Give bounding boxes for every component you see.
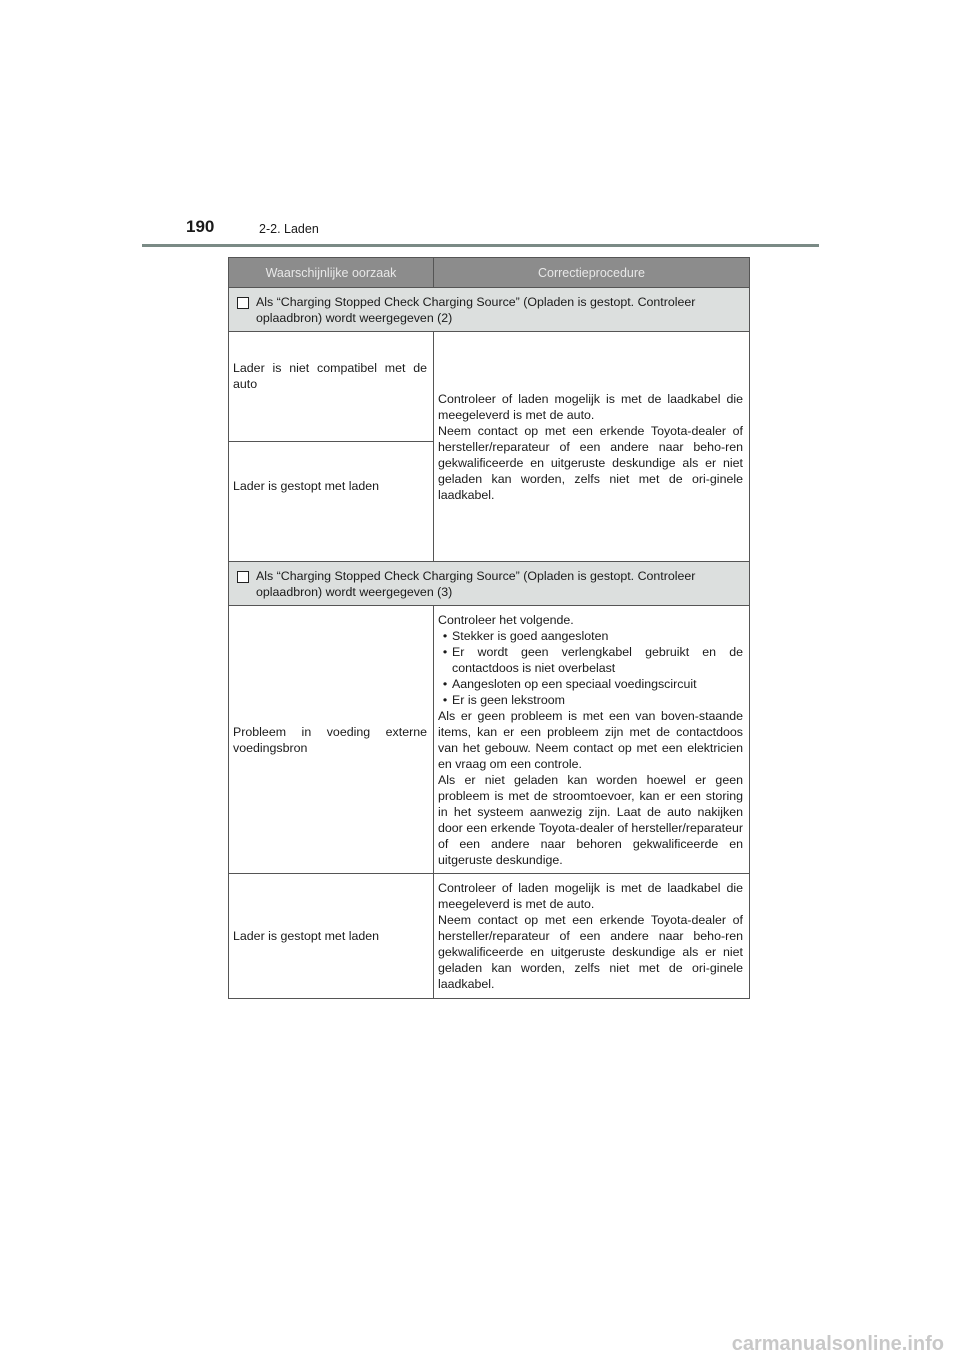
cause-cell: Lader is gestopt met laden	[229, 442, 434, 562]
fix-cell	[434, 606, 750, 874]
section-title: 2-2. Laden	[259, 222, 319, 236]
condition-text: Als “Charging Stopped Check Charging Source” (Opladen is gestopt. Controleer oplaadbron) wordt weergegeven (2)	[256, 295, 696, 325]
fix-cell: Controleer of laden mogelijk is met de laadkabel die meegeleverd is met de auto. Neem contact op met een erkende Toyota-dealer of hersteller/reparateur of een andere naar beho-ren gekwalificeerde en uitgeruste deskundige als er niet geladen kan worden, zelfs niet met de ori-ginele laadkabel.	[434, 874, 750, 999]
troubleshooting-table	[228, 257, 750, 999]
checkbox-icon	[237, 297, 249, 309]
fix-paragraph: Als er geen probleem is met een van boven-staande items, kan er een probleem zijn met de contactdoos van het gebouw. Neem contact op met een elektricien en vraag om een controle.	[438, 709, 743, 771]
cause-cell: Lader is gestopt met laden	[229, 874, 434, 999]
list-item: • Aangesloten op een speciaal voedingscircuit	[442, 677, 697, 691]
page-number: 190	[186, 217, 215, 236]
cause-cell: Probleem in voeding externe voedingsbron	[229, 606, 434, 874]
fix-cell: Controleer of laden mogelijk is met de laadkabel die meegeleverd is met de auto. Neem contact op met een erkende Toyota-dealer of hersteller/reparateur of een andere naar beho-ren gekwalificeerde en uitgeruste deskundige als er niet geladen kan worden, zelfs niet met de ori-ginele laadkabel.	[434, 332, 750, 562]
column-header-fix: Correctieprocedure	[434, 258, 750, 288]
condition-row	[229, 562, 750, 606]
fix-paragraph: Als er niet geladen kan worden hoewel er geen probleem is met de stroomtoevoer, kan er een storing in het systeem aanwezig zijn. Laat de auto nakijken door een erkende Toyota-dealer of hersteller/reparateur of een andere naar behoren gekwalificeerde en uitgeruste deskundige.	[438, 773, 743, 867]
list-item: • Er wordt geen verlengkabel gebruikt en de contactdoos is niet overbelast	[442, 645, 743, 675]
table-row	[229, 606, 750, 874]
column-header-cause: Waarschijnlijke oorzaak	[229, 258, 434, 288]
table-row	[229, 332, 750, 442]
fix-intro: Controleer het volgende.	[438, 613, 574, 627]
watermark: carmanualsonline.info	[731, 1333, 944, 1355]
list-item: • Stekker is goed aangesloten	[442, 629, 609, 643]
cause-cell: Lader is niet compatibel met de auto	[229, 332, 434, 442]
checkbox-icon	[237, 571, 249, 583]
condition-row	[229, 288, 750, 332]
condition-text: Als “Charging Stopped Check Charging Source” (Opladen is gestopt. Controleer oplaadbron) wordt weergegeven (3)	[256, 569, 696, 599]
header-divider	[142, 244, 819, 247]
table-header-row	[229, 258, 750, 288]
list-item: • Er is geen lekstroom	[442, 693, 565, 707]
table-row	[229, 874, 750, 999]
